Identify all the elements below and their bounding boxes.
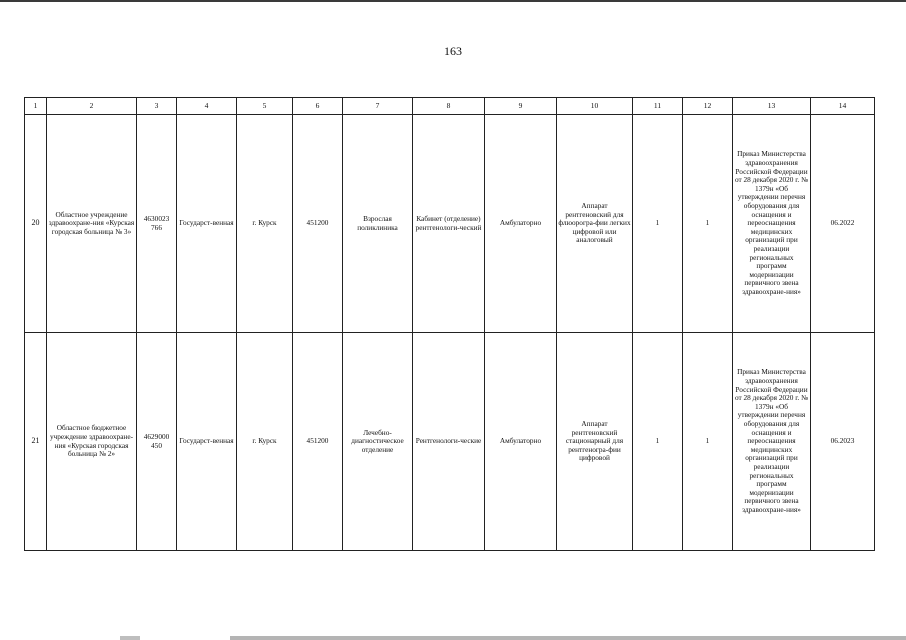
- legal-basis-cell: Приказ Министерства здравоохранения Российской Федерации от 28 декабря 2020 г. № 1379н «Об утверждении перечня оборудования для оснащения и переоснащения медицинских организаций при реализации региональных программ модернизации первичного звена здравоохране-ния»: [733, 115, 811, 333]
- column-header: 11: [633, 98, 683, 115]
- column-header: 13: [733, 98, 811, 115]
- column-header: 9: [485, 98, 557, 115]
- column-header: 7: [343, 98, 413, 115]
- ownership-cell: Государст-венная: [177, 333, 237, 551]
- row-number: 20: [25, 115, 47, 333]
- quantity-cell: 1: [683, 115, 733, 333]
- column-header: 5: [237, 98, 293, 115]
- column-header: 3: [137, 98, 177, 115]
- quantity-cell: 1: [633, 115, 683, 333]
- organization-cell: Областное бюджетное учреждение здравоохране-ния «Курская городская больница № 2»: [47, 333, 137, 551]
- code-cell: 4630023 766: [137, 115, 177, 333]
- ownership-cell: Государст-венная: [177, 115, 237, 333]
- unit-cell: Кабинет (отделение) рентгенологи-ческий: [413, 115, 485, 333]
- column-header: 10: [557, 98, 633, 115]
- legal-basis-cell: Приказ Министерства здравоохранения Российской Федерации от 28 декабря 2020 г. № 1379н «Об утверждении перечня оборудования для оснащения и переоснащения медицинских организаций при реализации региональных программ модернизации первичного звена здравоохране-ния»: [733, 333, 811, 551]
- row-number: 21: [25, 333, 47, 551]
- scan-top-edge: [0, 0, 906, 2]
- equipment-registry-table: [24, 97, 875, 551]
- column-number-row: [25, 98, 875, 115]
- column-header: 4: [177, 98, 237, 115]
- column-header: 12: [683, 98, 733, 115]
- column-header: 6: [293, 98, 343, 115]
- column-header: 8: [413, 98, 485, 115]
- quantity-cell: 1: [683, 333, 733, 551]
- organization-cell: Областное учреждение здравоохране-ния «Курская городская больница № 3»: [47, 115, 137, 333]
- table-row: [25, 115, 875, 333]
- column-header: 14: [811, 98, 875, 115]
- postal-code-cell: 451200: [293, 333, 343, 551]
- city-cell: г. Курск: [237, 333, 293, 551]
- equipment-cell: Аппарат рентгеновский стационарный для рентгеногра-фии цифровой: [557, 333, 633, 551]
- unit-cell: Рентгенологи-ческие: [413, 333, 485, 551]
- department-cell: Взрослая поликлиника: [343, 115, 413, 333]
- scan-bottom-edge: [0, 636, 906, 640]
- care-type-cell: Амбулаторно: [485, 333, 557, 551]
- department-cell: Лечебно-диагностическое отделение: [343, 333, 413, 551]
- date-cell: 06.2023: [811, 333, 875, 551]
- date-cell: 06.2022: [811, 115, 875, 333]
- city-cell: г. Курск: [237, 115, 293, 333]
- column-header: 1: [25, 98, 47, 115]
- page-number: 163: [444, 44, 462, 58]
- column-header: 2: [47, 98, 137, 115]
- quantity-cell: 1: [633, 333, 683, 551]
- code-cell: 4629000 450: [137, 333, 177, 551]
- postal-code-cell: 451200: [293, 115, 343, 333]
- care-type-cell: Амбулаторно: [485, 115, 557, 333]
- equipment-cell: Аппарат рентгеновский для флюорогра-фии легких цифровой или аналоговый: [557, 115, 633, 333]
- table-row: [25, 333, 875, 551]
